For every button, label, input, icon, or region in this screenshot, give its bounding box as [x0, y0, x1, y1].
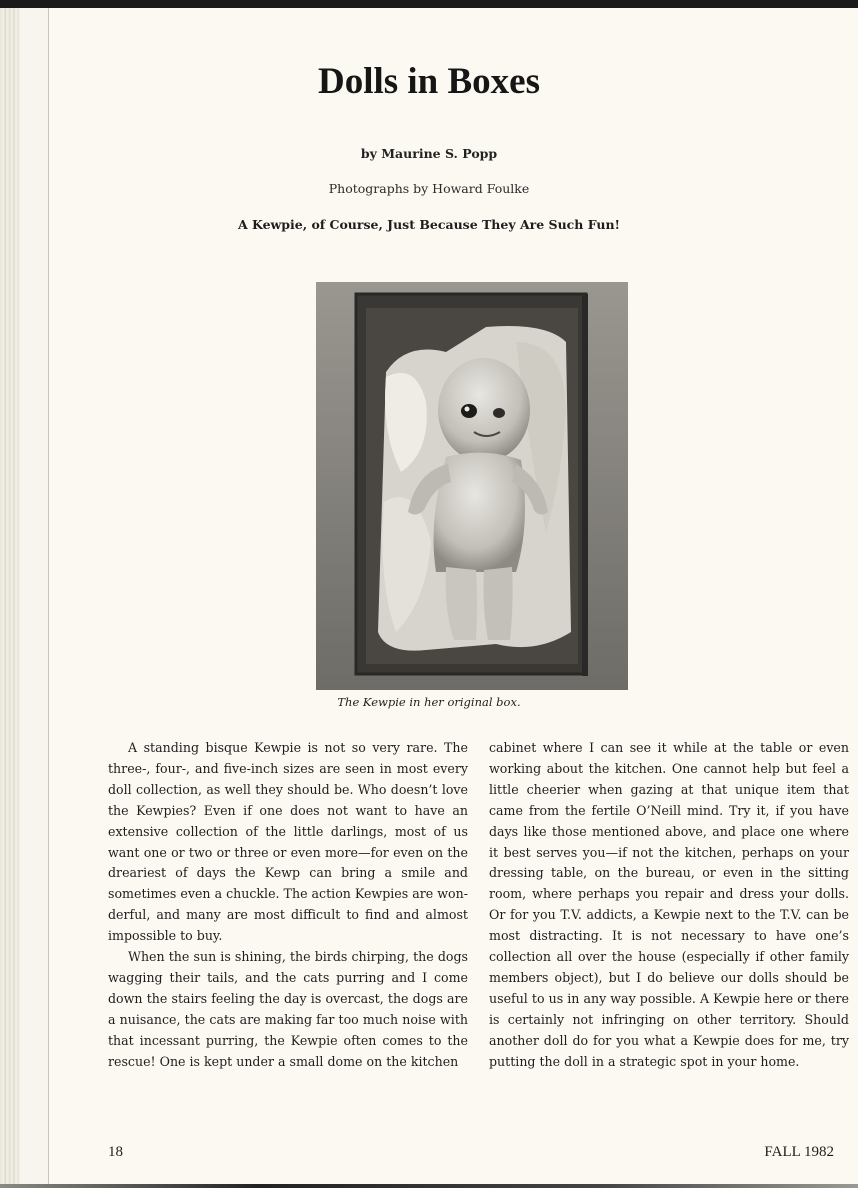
article-subtitle: A Kewpie, of Course, Just Because They Are Such Fun! — [237, 217, 621, 232]
article-title: Dolls in Boxes — [317, 61, 541, 102]
paragraph: A standing bisque Kewpie is not so very rare. The three-, four-, and five-inch sizes are seen in most every doll collection, as well they should be. Who doesn’t love the Kewpies? Even if one does not want to have an extensive collection of the little darlings, most of us want one or two or three or even more—for even on the dreariest of days the Kewp can bring a smile and sometimes even a chuckle. The action Kewpies are wonderful, and many are most difficult to find and almost impossible to buy. — [108, 740, 468, 944]
text-column-left — [108, 738, 468, 1073]
text-column-right — [489, 738, 849, 1073]
kewpie-in-box-image — [316, 282, 628, 690]
page-number: 18 — [108, 1144, 123, 1160]
paragraph: cabinet where I can see it while at the table or even working about the kitchen. One cannot help but feel a little cheerier when gazing at that unique item that came from the fertile O’Neill mind. Try it, if you have days like those mentioned above, and place one where it best serves you—if not the kitchen, perhaps on your dressing table, on the bureau, or even in the sitting room, where perhaps you repair and dress your dolls. Or for you T.V. addicts, a Kewpie next to the T.V. can be most distracting. It is not necessary to have one’s collection all over the house (especially if other family members object), but I do believe our dolls should be useful to us in any way possible. A Kewpie here or there is certainly not infringing on other territory. Should another doll do for you what a Kewpie does for me, try putting the doll in a strategic spot in your home. — [489, 740, 849, 1069]
kewpie-photo — [316, 282, 628, 690]
paragraph: When the sun is shining, the birds chirping, the dogs wagging their tails, and the cats purring and I come down the stairs feeling the day is overcast, the dogs are a nuisance, the cats are making far too much noise with that incessant purring, the Kewpie often comes to the rescue! One is kept under a small dome on the kitchen — [108, 949, 468, 1069]
issue-label: FALL 1982 — [764, 1144, 834, 1160]
photo-credit: Photographs by Howard Foulke — [328, 181, 530, 196]
photo-caption: The Kewpie in her original box. — [337, 695, 521, 709]
page-bottom-edge — [0, 1184, 858, 1188]
author-byline: by Maurine S. Popp — [360, 146, 498, 161]
